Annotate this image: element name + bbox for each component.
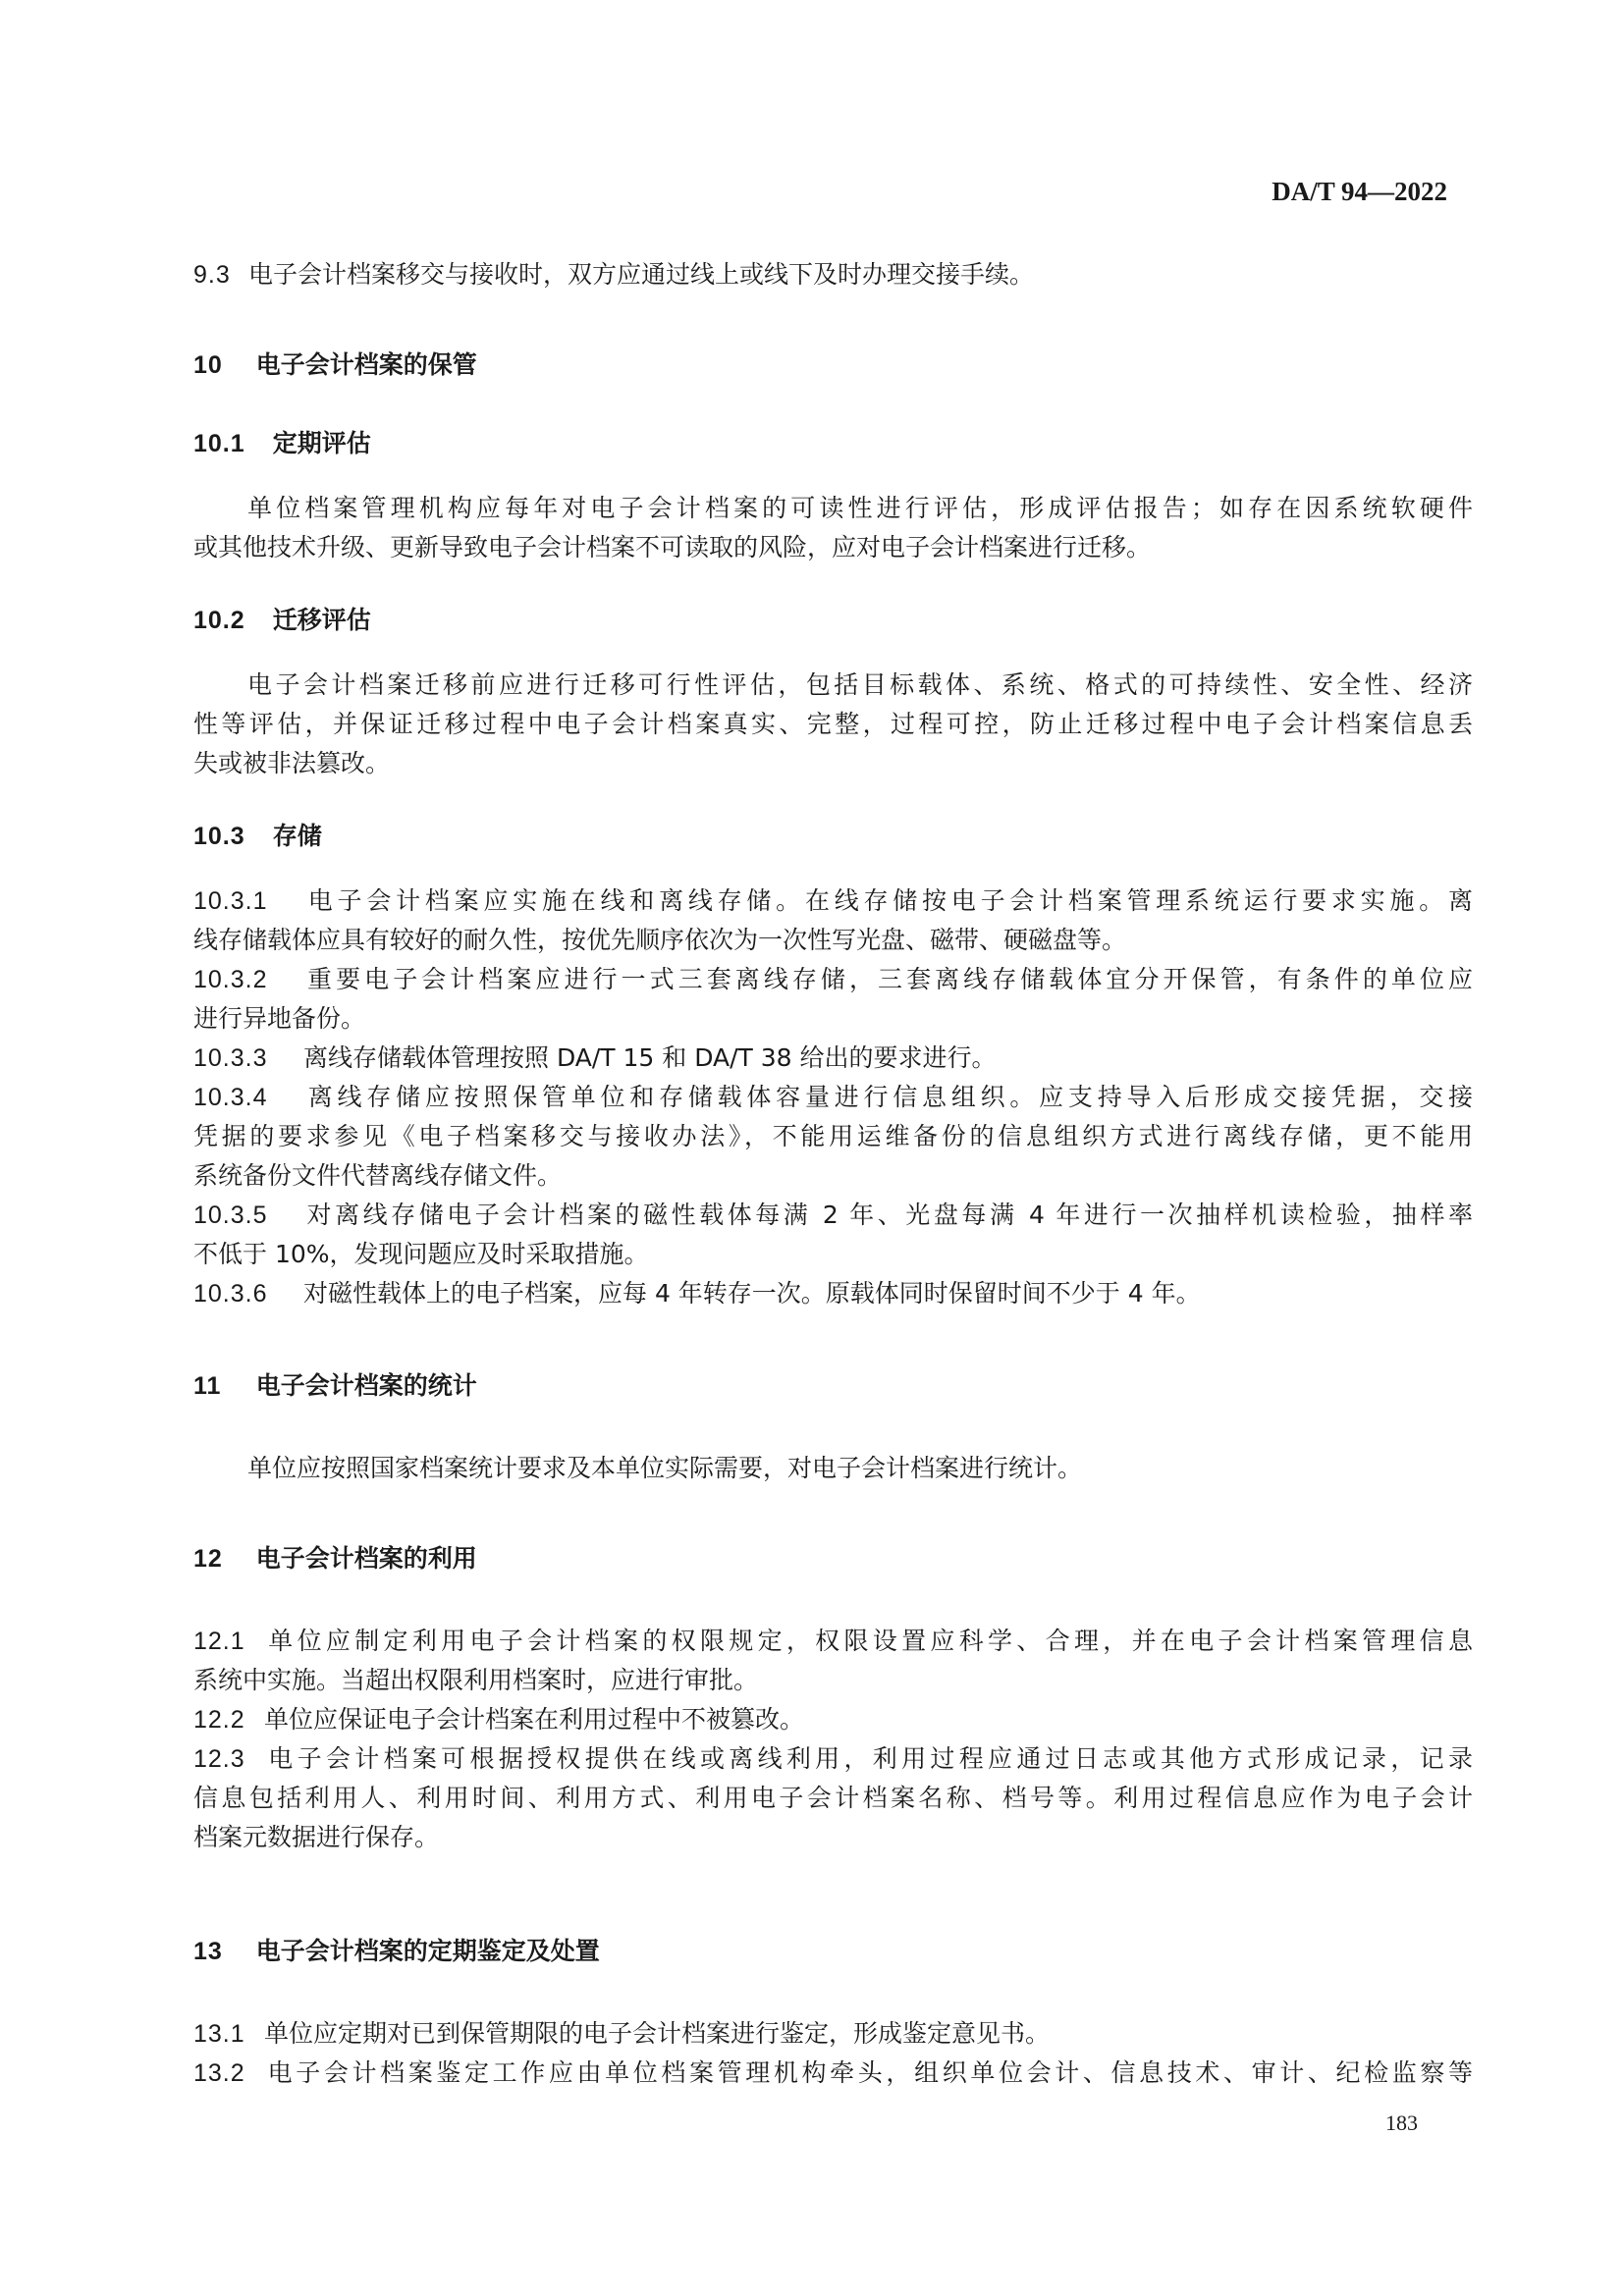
section-number: 13 (193, 1938, 223, 1965)
clause-number: 10.3.1 (193, 887, 268, 915)
paragraph-line: 失或被非法篡改。 (193, 749, 391, 777)
paragraph-line: 电子会计档案迁移前应进行迁移可行性评估，包括目标载体、系统、格式的可持续性、安全性、经济 (247, 670, 1473, 699)
section-number: 11 (193, 1372, 222, 1400)
clause-number: 10.3.3 (193, 1044, 268, 1072)
page-number: 183 (1385, 2110, 1418, 2135)
clause-number: 12.3 (193, 1745, 245, 1773)
paragraph-line: 离线存储载体管理按照 DA/T 15 和 DA/T 38 给出的要求进行。 (303, 1043, 997, 1072)
paragraph-line: 电子会计档案可根据授权提供在线或离线利用，利用过程应通过日志或其他方式形成记录，记录 (264, 1744, 1473, 1773)
paragraph-line: 线存储载体应具有较好的耐久性，按优先顺序依次为一次性写光盘、磁带、硬磁盘等。 (193, 926, 1127, 954)
paragraph-line: 进行异地备份。 (193, 1004, 366, 1033)
clause-title: 存储 (272, 822, 322, 850)
clause-number: 10.3.4 (193, 1084, 268, 1111)
section-number: 10 (193, 351, 223, 379)
paragraph-line: 系统中实施。当超出权限利用档案时，应进行审批。 (193, 1666, 759, 1694)
clause-number: 10.1 (193, 430, 245, 457)
paragraph-line: 电子会计档案鉴定工作应由单位档案管理机构牵头，组织单位会计、信息技术、审计、纪检监察等 (264, 2058, 1473, 2087)
paragraph-line: 单位应按照国家档案统计要求及本单位实际需要，对电子会计档案进行统计。 (247, 1454, 1083, 1482)
clause-number: 10.2 (193, 607, 245, 634)
clause-number: 10.3 (193, 823, 245, 850)
clause-text: 电子会计档案移交与接收时，双方应通过线上或线下及时办理交接手续。 (247, 260, 1034, 289)
paragraph-line: 性等评估，并保证迁移过程中电子会计档案真实、完整，过程可控，防止迁移过程中电子会计档案信息丢 (193, 710, 1473, 738)
paragraph-line: 单位应制定利用电子会计档案的权限规定，权限设置应科学、合理，并在电子会计档案管理信息 (264, 1627, 1473, 1655)
clause-number: 13.1 (193, 2020, 245, 2048)
clause-number: 10.3.2 (193, 966, 268, 993)
paragraph-line: 单位应定期对已到保管期限的电子会计档案进行鉴定，形成鉴定意见书。 (264, 2019, 1051, 2048)
paragraph-line: 单位应保证电子会计档案在利用过程中不被篡改。 (264, 1705, 805, 1734)
paragraph-line: 重要电子会计档案应进行一式三套离线存储，三套离线存储载体宜分开保管，有条件的单位应 (303, 965, 1473, 993)
section-title: 电子会计档案的保管 (255, 350, 477, 379)
clause-title: 迁移评估 (272, 606, 371, 634)
clause-number: 10.3.6 (193, 1280, 268, 1308)
clause-title: 定期评估 (272, 429, 371, 457)
section-title: 电子会计档案的统计 (255, 1371, 477, 1400)
paragraph-line: 电子会计档案应实施在线和离线存储。在线存储按电子会计档案管理系统运行要求实施。离 (303, 886, 1473, 915)
clause-number: 9.3 (193, 261, 231, 289)
paragraph-line: 单位档案管理机构应每年对电子会计档案的可读性进行评估，形成评估报告；如存在因系统软硬件 (247, 494, 1473, 522)
clause-number: 10.3.5 (193, 1201, 268, 1229)
section-number: 12 (193, 1545, 223, 1573)
section-title: 电子会计档案的利用 (255, 1544, 477, 1573)
clause-number: 13.2 (193, 2059, 245, 2087)
paragraph-line: 档案元数据进行保存。 (193, 1823, 440, 1851)
section-title: 电子会计档案的定期鉴定及处置 (255, 1937, 600, 1965)
clause-number: 12.2 (193, 1706, 245, 1734)
paragraph-line: 信息包括利用人、利用时间、利用方式、利用电子会计档案名称、档号等。利用过程信息应作为电子会计 (193, 1784, 1473, 1812)
paragraph-line: 或其他技术升级、更新导致电子会计档案不可读取的风险，应对电子会计档案进行迁移。 (193, 533, 1152, 561)
paragraph-line: 对磁性载体上的电子档案，应每 4 年转存一次。原载体同时保留时间不少于 4 年。 (303, 1279, 1201, 1308)
clause-number: 12.1 (193, 1628, 245, 1655)
paragraph-line: 对离线存储电子会计档案的磁性载体每满 2 年、光盘每满 4 年进行一次抽样机读检验，抽样率 (303, 1201, 1473, 1229)
document-code-header: DA/T 94—2022 (1272, 177, 1447, 206)
paragraph-line: 不低于 10%，发现问题应及时采取措施。 (193, 1240, 649, 1268)
paragraph-line: 离线存储应按照保管单位和存储载体容量进行信息组织。应支持导入后形成交接凭据，交接 (303, 1083, 1473, 1111)
paragraph-line: 系统备份文件代替离线存储文件。 (193, 1161, 563, 1190)
paragraph-line: 凭据的要求参见《电子档案移交与接收办法》，不能用运维备份的信息组织方式进行离线存储，更不能用 (193, 1122, 1473, 1150)
